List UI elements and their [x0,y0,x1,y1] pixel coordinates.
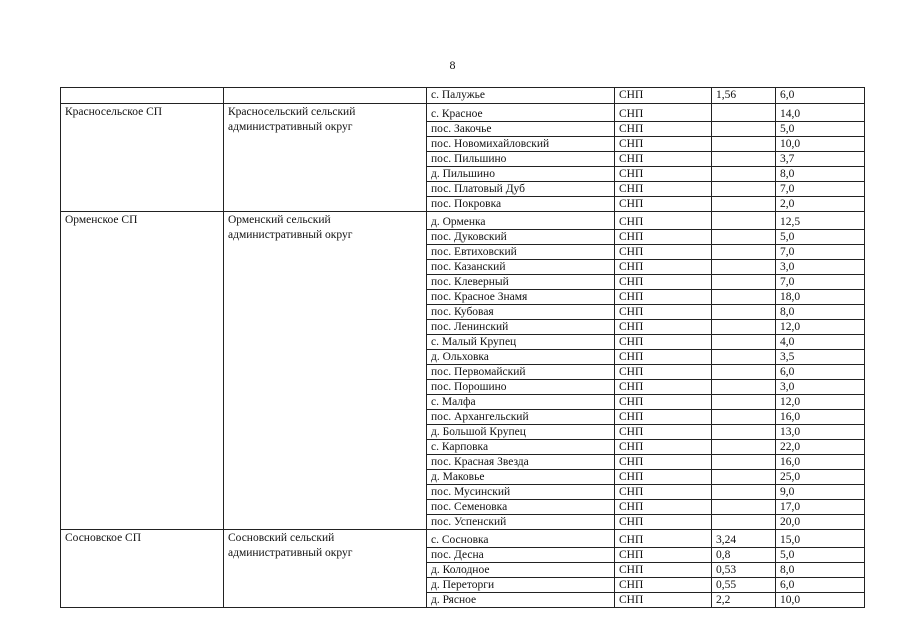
locality-type: СНП [615,245,712,260]
locality-name: д. Маковье [427,470,615,485]
value-1: 0,8 [712,548,776,563]
locality-name: пос. Семеновка [427,500,615,515]
locality-name: пос. Первомайский [427,365,615,380]
value-1 [712,152,776,167]
value-1 [712,104,776,122]
value-2: 6,0 [776,578,865,593]
table-row [61,530,865,548]
value-2: 9,0 [776,485,865,500]
page-number: 8 [449,58,456,72]
locality-name: д. Рясное [427,593,615,608]
locality-name: пос. Дуковский [427,230,615,245]
value-1 [712,515,776,530]
locality-type: СНП [615,455,712,470]
locality-name: пос. Казанский [427,260,615,275]
locality-type: СНП [615,593,712,608]
locality-type: СНП [615,197,712,212]
settlement-municipality: Сосновское СП [61,530,224,608]
locality-name: с. Малый Крупец [427,335,615,350]
value-1 [712,275,776,290]
locality-name: пос. Мусинский [427,485,615,500]
value-2: 16,0 [776,410,865,425]
administrative-district [224,88,427,104]
value-2: 16,0 [776,455,865,470]
value-2: 5,0 [776,548,865,563]
locality-name: пос. Красная Звезда [427,455,615,470]
locality-name: пос. Успенский [427,515,615,530]
value-2: 3,7 [776,152,865,167]
locality-name: д. Орменка [427,212,615,230]
value-2: 6,0 [776,88,865,104]
administrative-district: Орменский сельский административный округ [224,212,427,530]
locality-type: СНП [615,563,712,578]
value-2: 7,0 [776,275,865,290]
settlements-table [60,87,865,608]
locality-name: с. Красное [427,104,615,122]
locality-type: СНП [615,152,712,167]
value-1 [712,305,776,320]
locality-name: пос. Порошино [427,380,615,395]
locality-name: д. Переторги [427,578,615,593]
value-2: 13,0 [776,425,865,440]
table-row [61,88,865,104]
locality-name: пос. Кубовая [427,305,615,320]
value-2: 8,0 [776,563,865,578]
value-1 [712,197,776,212]
locality-name: пос. Клеверный [427,275,615,290]
table-row [61,104,865,122]
locality-type: СНП [615,122,712,137]
value-2: 10,0 [776,137,865,152]
value-2: 4,0 [776,335,865,350]
locality-name: д. Колодное [427,563,615,578]
locality-type: СНП [615,167,712,182]
locality-name: с. Карповка [427,440,615,455]
value-1: 2,2 [712,593,776,608]
settlement-municipality: Красносельское СП [61,104,224,212]
locality-name: пос. Платовый Дуб [427,182,615,197]
settlements-table-body [61,88,865,608]
locality-name: с. Сосновка [427,530,615,548]
locality-type: СНП [615,410,712,425]
value-2: 3,5 [776,350,865,365]
value-2: 2,0 [776,197,865,212]
locality-type: СНП [615,530,712,548]
locality-name: пос. Новомихайловский [427,137,615,152]
locality-name: с. Палужье [427,88,615,104]
value-1 [712,245,776,260]
locality-name: пос. Покровка [427,197,615,212]
locality-type: СНП [615,425,712,440]
value-2: 15,0 [776,530,865,548]
locality-type: СНП [615,290,712,305]
locality-type: СНП [615,500,712,515]
value-1: 3,24 [712,530,776,548]
value-1 [712,182,776,197]
value-1 [712,410,776,425]
value-1 [712,212,776,230]
value-1: 0,53 [712,563,776,578]
value-1 [712,470,776,485]
value-1: 1,56 [712,88,776,104]
value-1 [712,350,776,365]
value-2: 3,0 [776,380,865,395]
locality-type: СНП [615,350,712,365]
value-1 [712,485,776,500]
settlement-municipality: Орменское СП [61,212,224,530]
locality-name: пос. Пильшино [427,152,615,167]
value-2: 10,0 [776,593,865,608]
locality-type: СНП [615,260,712,275]
value-1 [712,395,776,410]
locality-type: СНП [615,335,712,350]
value-1: 0,55 [712,578,776,593]
locality-name: д. Ольховка [427,350,615,365]
locality-name: пос. Красное Знамя [427,290,615,305]
locality-name: пос. Ленинский [427,320,615,335]
value-2: 8,0 [776,305,865,320]
value-1 [712,290,776,305]
locality-name: д. Большой Крупец [427,425,615,440]
value-1 [712,500,776,515]
value-2: 12,0 [776,395,865,410]
value-1 [712,137,776,152]
value-1 [712,260,776,275]
locality-type: СНП [615,470,712,485]
locality-type: СНП [615,104,712,122]
value-2: 7,0 [776,245,865,260]
value-1 [712,320,776,335]
locality-type: СНП [615,182,712,197]
locality-name: д. Пильшино [427,167,615,182]
locality-type: СНП [615,395,712,410]
value-1 [712,167,776,182]
locality-type: СНП [615,365,712,380]
value-2: 7,0 [776,182,865,197]
locality-type: СНП [615,212,712,230]
value-1 [712,230,776,245]
administrative-district: Красносельский сельский административный округ [224,104,427,212]
locality-name: пос. Евтиховский [427,245,615,260]
table-row [61,212,865,230]
value-2: 12,5 [776,212,865,230]
locality-name: с. Малфа [427,395,615,410]
value-2: 3,0 [776,260,865,275]
value-2: 22,0 [776,440,865,455]
locality-type: СНП [615,440,712,455]
value-1 [712,455,776,470]
value-2: 25,0 [776,470,865,485]
locality-type: СНП [615,548,712,563]
value-2: 20,0 [776,515,865,530]
locality-type: СНП [615,137,712,152]
settlement-municipality [61,88,224,104]
value-2: 14,0 [776,104,865,122]
value-1 [712,380,776,395]
locality-name: пос. Закочье [427,122,615,137]
administrative-district: Сосновский сельский административный округ [224,530,427,608]
value-2: 17,0 [776,500,865,515]
locality-type: СНП [615,380,712,395]
value-1 [712,365,776,380]
value-2: 5,0 [776,122,865,137]
locality-type: СНП [615,88,712,104]
value-2: 6,0 [776,365,865,380]
locality-name: пос. Десна [427,548,615,563]
value-2: 8,0 [776,167,865,182]
value-2: 5,0 [776,230,865,245]
value-1 [712,122,776,137]
value-2: 18,0 [776,290,865,305]
locality-type: СНП [615,578,712,593]
locality-type: СНП [615,485,712,500]
locality-type: СНП [615,515,712,530]
locality-type: СНП [615,320,712,335]
value-2: 12,0 [776,320,865,335]
locality-type: СНП [615,305,712,320]
locality-type: СНП [615,275,712,290]
value-1 [712,335,776,350]
locality-type: СНП [615,230,712,245]
value-1 [712,425,776,440]
locality-name: пос. Архангельский [427,410,615,425]
value-1 [712,440,776,455]
